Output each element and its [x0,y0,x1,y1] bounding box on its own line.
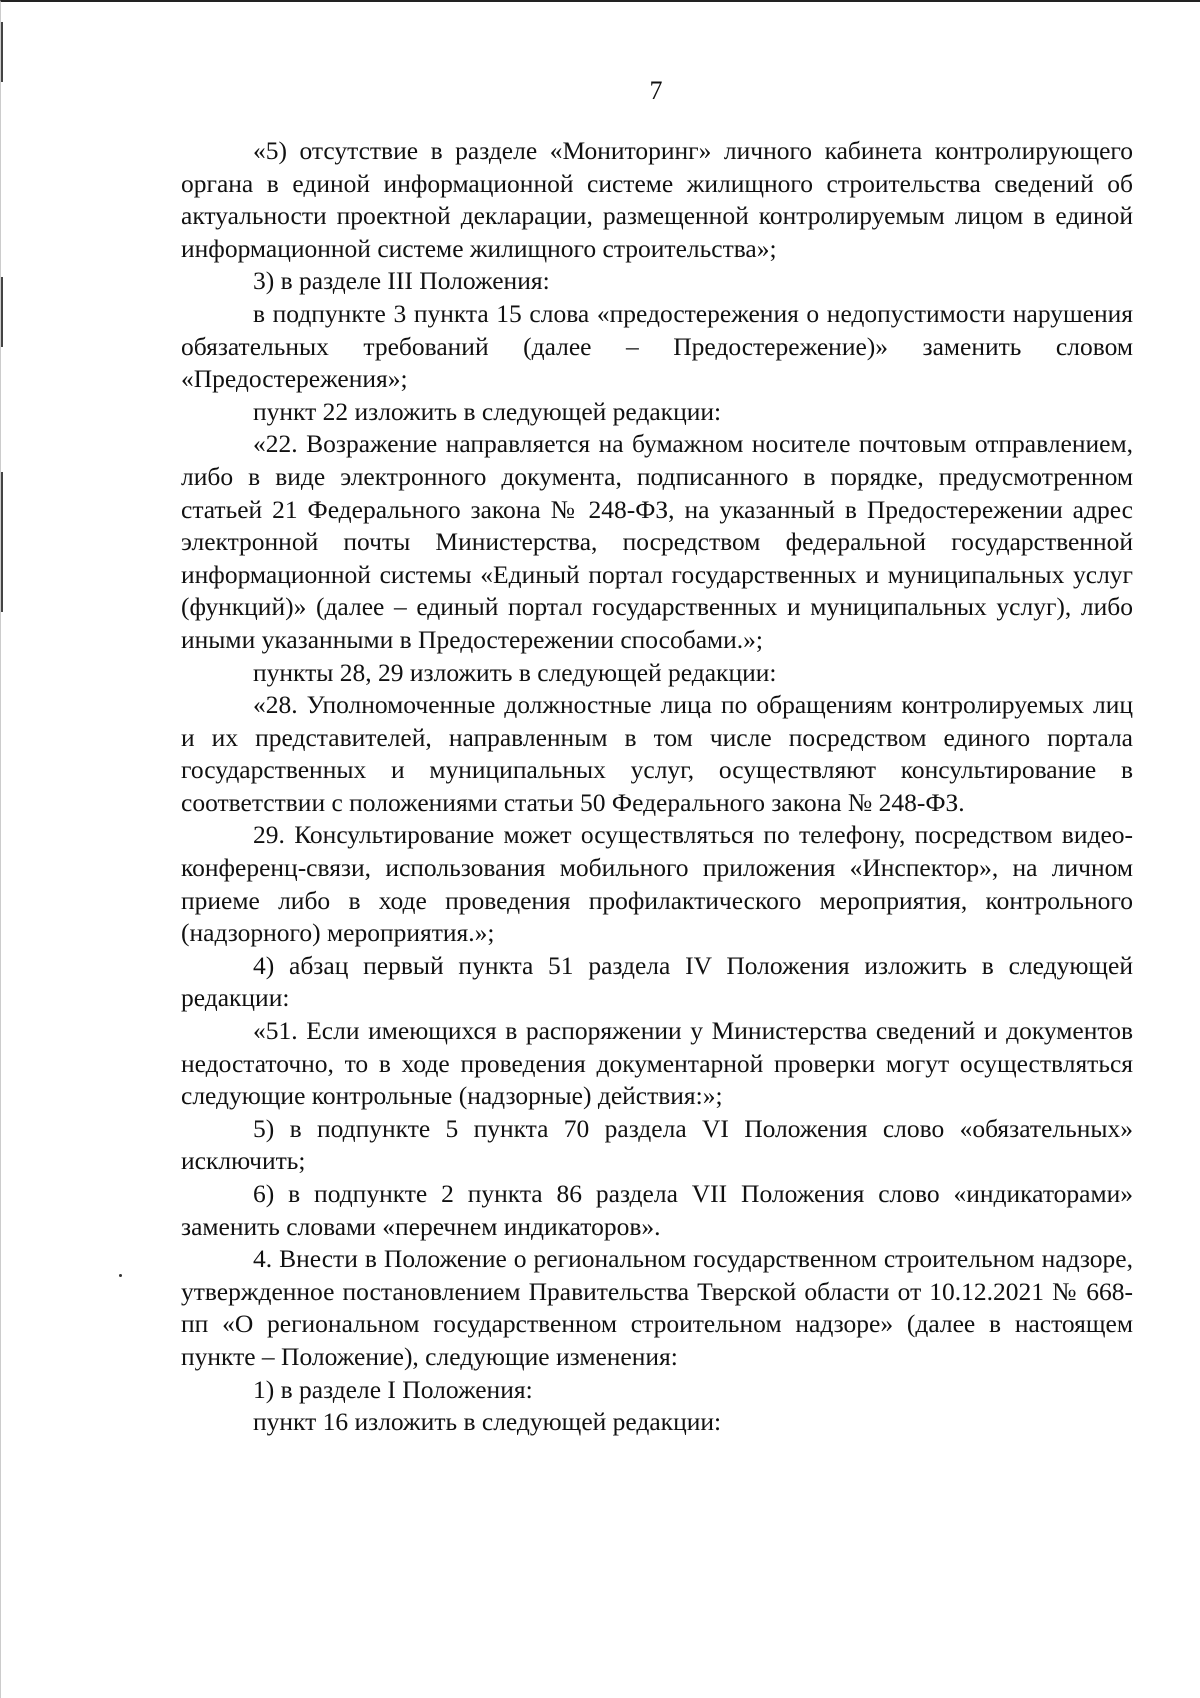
paragraph: 5) в подпункте 5 пункта 70 раздела VI Положения слово «обязательных» исключить; [181,1113,1133,1176]
scan-edge-mark [1,22,3,82]
paragraph: 1) в разделе I Положения: [253,1374,533,1404]
paragraph: «51. Если имеющихся в распоряжении у Министерства сведений и документов недостаточно, то в ходе проведения документарной проверки могут осуществляться следующие контрольные (надзорные) действия:»; [181,1016,1133,1111]
paragraph: 3) в разделе III Положения: [253,266,550,296]
page-number: 7 [649,76,663,105]
paragraph: в подпункте 3 пункта 15 слова «предостережения о недопустимости нарушения обязательных требований (далее – Предостережение)» заменить словом «Предостережения»; [181,298,1133,394]
paragraph: пункты 28, 29 изложить в следующей редакции: [253,657,777,687]
paragraph: 4) абзац первый пункта 51 раздела IV Положения изложить в следующей редакции: [181,950,1133,1013]
scan-edge-mark [1,277,3,347]
paragraph: пункт 22 изложить в следующей редакции: [253,396,722,426]
paragraph: «22. Возражение направляется на бумажном носителе почтовым отправлением, либо в виде электронного документа, подписанного в порядке, предусмотренном статьей 21 Федерального закона № 248-ФЗ, на указанный в Предостережении адрес электронной почты Министерства, посредством федеральной государственной информационной системы «Единый портал государственных и муниципальных услуг (функций)» (далее – единый портал государственных и муниципальных услуг), либо иными указанными в Предостережении способами.»; [181,429,1133,654]
paragraph: 29. Консультирование может осуществляться по телефону, посредством видео-конференц-связи, использования мобильного приложения «Инспектор», на личном приеме либо в ходе проведения профилактического мероприятия, контрольного (надзорного) мероприятия.»; [181,820,1133,948]
paragraph: 4. Внести в Положение о региональном государственном строительном надзоре, утвержденное постановлением Правительства Тверской области от 10.12.2021 № 668-пп «О региональном государственном строительном надзоре» (далее в настоящем пункте – Положение), следующие изменения: [181,1244,1133,1371]
paragraph: 6) в подпункте 2 пункта 86 раздела VII Положения слово «индикаторами» заменить словами «перечнем индикаторов». [181,1179,1133,1241]
paragraph: пункт 16 изложить в следующей редакции: [253,1407,722,1437]
scan-edge-mark [1,472,3,612]
paragraph: «5) отсутствие в разделе «Мониторинг» личного кабинета контролирующего органа в единой информационной системе жилищного строительства сведений об актуальности проектной декларации, размещенной контролируемым лицом в единой информационной системе жилищного строительства»; [181,136,1133,263]
paragraph: «28. Уполномоченные должностные лица по обращениям контролируемых лиц и их представителей, направленным в том числе посредством единого портала государственных и муниципальных услуг, осуществляют консультирование в соответствии с положениями статьи 50 Федерального закона № 248-ФЗ. [181,690,1133,817]
scan-speck [119,1274,122,1277]
document-body [181,135,1133,1439]
